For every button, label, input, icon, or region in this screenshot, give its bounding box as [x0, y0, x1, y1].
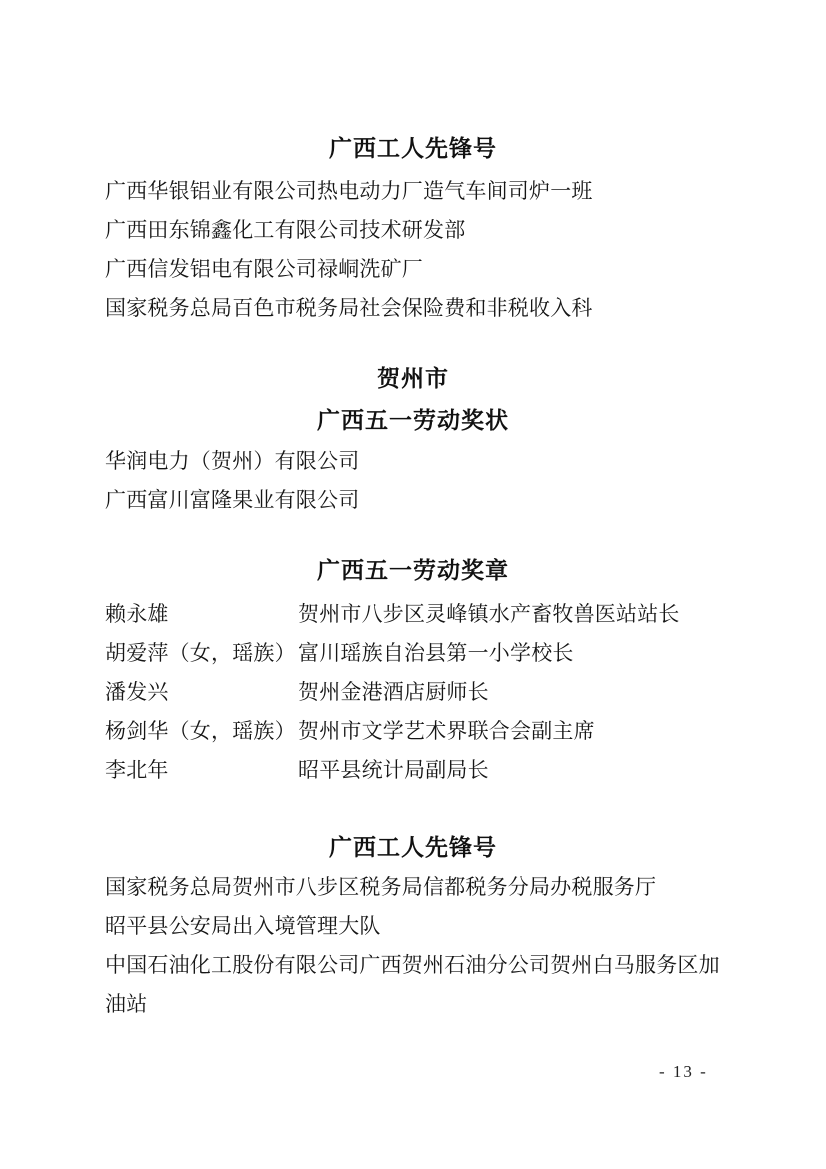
award-entry: 广西信发铝电有限公司禄峒洗矿厂 — [105, 257, 423, 281]
recipient-row — [105, 759, 721, 782]
award-entry: 广西华银铝业有限公司热电动力厂造气车间司炉一班 — [105, 179, 593, 203]
city-heading: 贺州市 — [377, 365, 449, 391]
recipient-row — [105, 720, 721, 743]
award-entry: 昭平县公安局出入境管理大队 — [105, 914, 381, 938]
award-entry-continuation: 油站 — [105, 992, 148, 1016]
recipient-row — [105, 681, 721, 704]
recipient-title: 贺州金港酒店厨师长 — [298, 680, 489, 704]
section-heading-pioneer-2: 广西工人先锋号 — [329, 834, 497, 860]
award-entry: 国家税务总局贺州市八步区税务局信都税务分局办税服务厅 — [105, 875, 657, 899]
recipient-name: 杨剑华（女，瑶族） — [105, 719, 296, 743]
recipient-title: 贺州市文学艺术界联合会副主席 — [298, 719, 595, 743]
recipient-name: 李北年 — [105, 758, 169, 782]
section-heading-pioneer-1: 广西工人先锋号 — [329, 135, 497, 161]
section-heading-labor-medal: 广西五一劳动奖章 — [317, 557, 509, 583]
award-entry: 华润电力（贺州）有限公司 — [105, 449, 360, 473]
recipient-row — [105, 642, 721, 665]
award-entry: 广西富川富隆果业有限公司 — [105, 488, 360, 512]
recipient-title: 富川瑶族自治县第一小学校长 — [298, 641, 574, 665]
award-entry: 广西田东锦鑫化工有限公司技术研发部 — [105, 218, 466, 242]
recipient-title: 昭平县统计局副局长 — [298, 758, 489, 782]
recipient-name: 赖永雄 — [105, 602, 169, 626]
section-heading-labor-certificate: 广西五一劳动奖状 — [317, 407, 509, 433]
page-number: - 13 - — [659, 1062, 708, 1081]
recipient-name: 胡爱萍（女，瑶族） — [105, 641, 296, 665]
recipient-row — [105, 603, 721, 626]
recipient-name: 潘发兴 — [105, 680, 169, 704]
award-entry: 中国石油化工股份有限公司广西贺州石油分公司贺州白马服务区加 — [105, 953, 720, 977]
award-entry: 国家税务总局百色市税务局社会保险费和非税收入科 — [105, 296, 593, 320]
recipient-title: 贺州市八步区灵峰镇水产畜牧兽医站站长 — [298, 602, 680, 626]
